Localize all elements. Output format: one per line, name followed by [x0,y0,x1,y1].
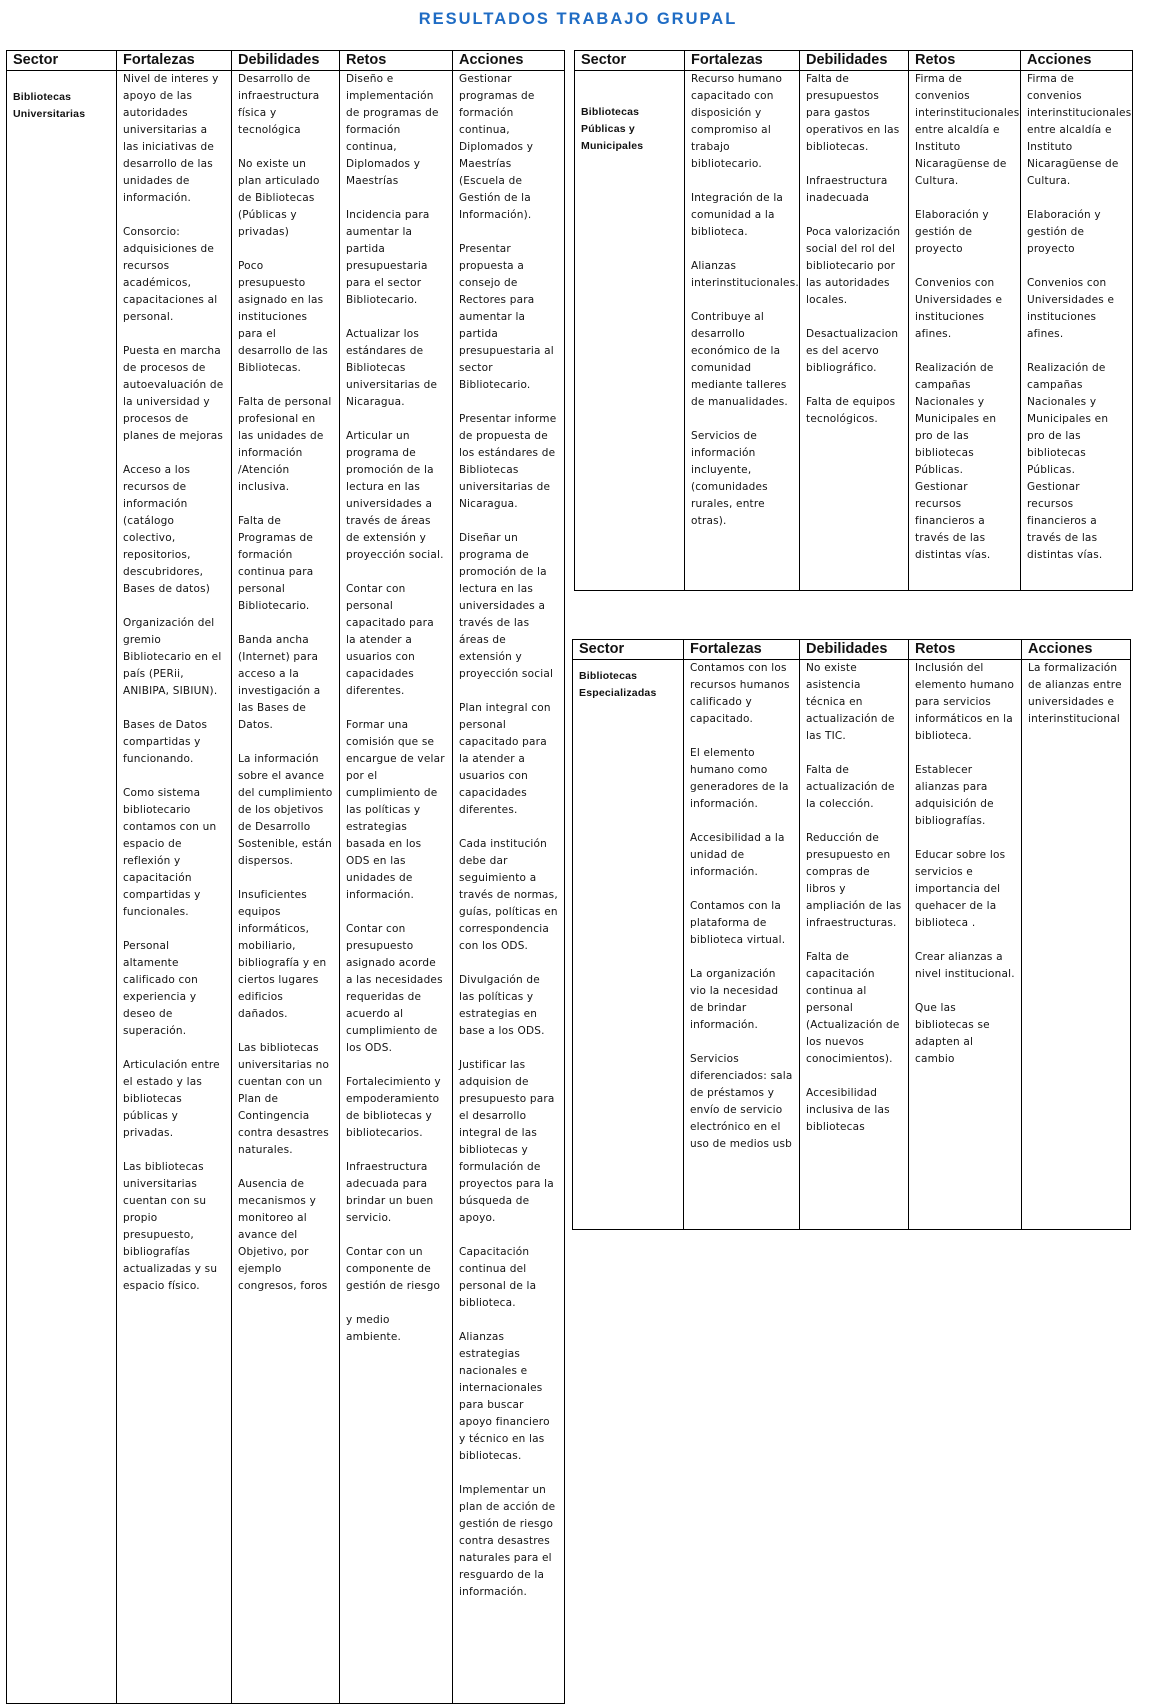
cell-item: Fortalecimiento y empoderamiento de bibliotecas y bibliotecarios. [346,1076,441,1139]
cell-item: Gestionar programas de formación continua, Diplomados y Maestrías (Escuela de Gestión de la Información). [459,73,535,221]
cell-item: Poco presupuesto asignado en las instituciones para el desarrollo de las Bibliotecas. [238,260,328,374]
sector-cell: Bibliotecas Públicas y Municipales [575,71,685,591]
debilidades-cell [232,71,340,1704]
page-title: RESULTADOS TRABAJO GRUPAL [418,10,738,28]
cell-item: Justificar las adquision de presupuesto para el desarrollo integral de las bibliotecas y formulación de proyectos para la búsqueda de apoyo. [459,1059,555,1224]
cell-item: Contamos con los recursos humanos calificado y capacitado. [690,662,790,725]
debilidades-cell [800,660,909,1230]
cell-item: Contribuye al desarrollo económico de la comunidad mediante talleres de manualidades. [691,311,788,408]
cell-item: Presentar informe de propuesta de los estándares de Bibliotecas universitarias de Nicaragua. [459,413,557,510]
cell-item: Contar con un componente de gestión de riesgo [346,1246,441,1292]
header-retos: Retos [909,640,1022,660]
cell-item: Elaboración y gestión de proyecto [1027,209,1101,255]
cell-item: La formalización de alianzas entre universidades e interinstitucional [1028,662,1122,725]
cell-item: Establecer alianzas para adquisición de bibliografías. [915,764,994,827]
header-sector: Sector [573,640,684,660]
cell-item: La organización vio la necesidad de brindar información. [690,968,779,1031]
header-acciones: Acciones [1021,51,1133,71]
debilidades-cell [800,71,909,591]
cell-item: Diseñar un programa de promoción de la lectura en las universidades a través de las áreas de extensión y proyección social [459,532,554,680]
cell-item: Firma de convenios interinstitucionales entre alcaldía e Instituto Nicaragüense de Cultura. [1027,73,1132,187]
cell-item: No existe asistencia técnica en actualización de las TIC. [806,662,895,742]
cell-item: Servicios diferenciados: sala de préstamos y envío de servicio electrónico en el uso de medios usb [690,1053,793,1150]
cell-item: Accesibilidad inclusiva de las bibliotecas [806,1087,890,1133]
cell-item: Recurso humano capacitado con disposición y compromiso al trabajo bibliotecario. [691,73,783,170]
cell-item: Integración de la comunidad a la biblioteca. [691,192,784,238]
header-fortalezas: Fortalezas [684,640,800,660]
cell-item: Incidencia para aumentar la partida presupuestaria para el sector Bibliotecario. [346,209,430,306]
cell-item: Falta de presupuestos para gastos operativos en las bibliotecas. [806,73,900,153]
cell-item: Infraestructura inadecuada [806,175,888,204]
fortalezas-cell [685,71,800,591]
cell-item: Presentar propuesta a consejo de Rectores para aumentar la partida presupuestaria al sector Bibliotecario. [459,243,554,391]
cell-item: Contar con personal capacitado para la atender a usuarios con capacidades diferentes. [346,583,434,697]
table-row [575,71,1133,591]
retos-cell [909,71,1021,591]
acciones-cell [1022,660,1131,1230]
cell-item: Convenios con Universidades e instituciones afines. [915,277,1003,340]
header-row [7,51,565,71]
cell-item: y medio ambiente. [346,1314,402,1343]
cell-item: Articular un programa de promoción de la lectura en las universidades a través de áreas de extensión y proyección social. [346,430,444,561]
cell-item: Cada institución debe dar seguimiento a través de normas, guías, políticas en correspondencia con los ODS. [459,838,558,952]
cell-item: Bases de Datos compartidas y funcionando. [123,719,208,765]
cell-item: No existe un plan articulado de Bibliotecas (Públicas y privadas) [238,158,320,238]
cell-item: Puesta en marcha de procesos de autoevaluación de la universidad y procesos de planes de mejoras [123,345,224,442]
cell-item: Organización del gremio Bibliotecario en el país (PERii, ANIBIPA, SIBIUN). [123,617,222,697]
cell-item: Formar una comisión que se encargue de velar por el cumplimiento de las políticas y estrategias basada en los ODS en las unidades de información. [346,719,445,901]
cell-item: Capacitación continua del personal de la biblioteca. [459,1246,537,1309]
cell-item: Crear alianzas a nivel institucional. [915,951,1015,980]
header-sector: Sector [7,51,117,71]
table-row [573,660,1131,1230]
header-retos: Retos [909,51,1021,71]
cell-item: Educar sobre los servicios e importancia del quehacer de la biblioteca . [915,849,1006,929]
header-row [575,51,1133,71]
retos-cell [909,660,1022,1230]
cell-item: Reducción de presupuesto en compras de libros y ampliación de las infraestructuras. [806,832,902,929]
header-fortalezas: Fortalezas [117,51,232,71]
fortalezas-cell [117,71,232,1704]
fortalezas-cell [684,660,800,1230]
cell-item: Falta de actualización de la colección. [806,764,895,810]
cell-item: La información sobre el avance del cumplimiento de los objetivos de Desarrollo Sostenible, están dispersos. [238,753,333,867]
cell-item: Como sistema bibliotecario contamos con un espacio de reflexión y capacitación compartidas y funcionales. [123,787,217,918]
cell-item: Implementar un plan de acción de gestión de riesgo contra desastres naturales para el resguardo de la información. [459,1484,556,1598]
acciones-cell [1021,71,1133,591]
cell-item: Falta de personal profesional en las unidades de información /Atención inclusiva. [238,396,332,493]
cell-item: El elemento humano como generadores de la información. [690,747,789,810]
cell-item: Insuficientes equipos informáticos, mobiliario, bibliografía y en ciertos lugares edificios dañados. [238,889,327,1020]
cell-item: Realización de campañas Nacionales y Municipales en pro de las bibliotecas Públicas. Gestionar recursos financieros a través de las distintas vías. [1027,362,1109,561]
header-row [573,640,1131,660]
publicas-table [574,50,1133,591]
cell-item: Banda ancha (Internet) para acceso a la investigación a las Bases de Datos. [238,634,321,731]
cell-item: Firma de convenios interinstitucionales entre alcaldía e Instituto Nicaragüense de Cultura. [915,73,1020,187]
cell-item: Nivel de interes y apoyo de las autoridades universitarias a las iniciativas de desarrollo de las unidades de información. [123,73,219,204]
header-fortalezas: Fortalezas [685,51,800,71]
especializadas-table [572,639,1131,1230]
cell-item: Diseño e implementación de programas de formación continua, Diplomados y Maestrías [346,73,439,187]
universitarias-table [6,50,565,1704]
cell-item: Contamos con la plataforma de biblioteca virtual. [690,900,786,946]
sector-cell: Bibliotecas Especializadas [573,660,684,1230]
table-row [7,71,565,1704]
cell-item: Accesibilidad a la unidad de información. [690,832,785,878]
cell-item: Desactualizacion es del acervo bibliográfico. [806,328,899,374]
header-sector: Sector [575,51,685,71]
cell-item: Consorcio: adquisiciones de recursos académicos, capacitaciones al personal. [123,226,218,323]
cell-item: Ausencia de mecanismos y monitoreo al avance del Objetivo, por ejemplo congresos, foros [238,1178,328,1292]
cell-item: Contar con presupuesto asignado acorde a las necesidades requeridas de acuerdo al cumplimiento de los ODS. [346,923,443,1054]
sector-cell: Bibliotecas Universitarias [7,71,117,1704]
cell-item: Servicios de información incluyente, (comunidades rurales, entre otras). [691,430,768,527]
cell-item: Poca valorización social del rol del bibliotecario por las autoridades locales. [806,226,901,306]
header-retos: Retos [340,51,453,71]
cell-item: Falta de Programas de formación continua para personal Bibliotecario. [238,515,314,612]
acciones-cell [453,71,565,1704]
retos-cell [340,71,453,1704]
cell-item: Actualizar los estándares de Bibliotecas universitarias de Nicaragua. [346,328,438,408]
header-acciones: Acciones [1022,640,1131,660]
header-debilidades: Debilidades [232,51,340,71]
cell-item: Personal altamente calificado con experiencia y deseo de superación. [123,940,198,1037]
cell-item: Inclusión del elemento humano para servicios informáticos en la biblioteca. [915,662,1015,742]
cell-item: Falta de equipos tecnológicos. [806,396,896,425]
cell-item: Que las bibliotecas se adapten al cambio [915,1002,990,1065]
cell-item: Acceso a los recursos de información (catálogo colectivo, repositorios, descubridores, Bases de datos) [123,464,211,595]
cell-item: Las bibliotecas universitarias no cuentan con un Plan de Contingencia contra desastres naturales. [238,1042,330,1156]
header-acciones: Acciones [453,51,565,71]
cell-item: Realización de campañas Nacionales y Municipales en pro de las bibliotecas Públicas. Gestionar recursos financieros a través de las distintas vías. [915,362,997,561]
cell-item: Divulgación de las políticas y estrategias en base a los ODS. [459,974,545,1037]
cell-item: Falta de capacitación continua al personal (Actualización de los nuevos conocimientos). [806,951,900,1065]
cell-item: Plan integral con personal capacitado para la atender a usuarios con capacidades diferentes. [459,702,551,816]
cell-item: Las bibliotecas universitarias cuentan con su propio presupuesto, bibliografías actualizadas y su espacio físico. [123,1161,218,1292]
header-debilidades: Debilidades [800,640,909,660]
cell-item: Infraestructura adecuada para brindar un buen servicio. [346,1161,434,1224]
cell-item: Alianzas interinstitucionales. [691,260,799,289]
cell-item: Desarrollo de infraestructura física y tecnológica [238,73,320,136]
cell-item: Convenios con Universidades e instituciones afines. [1027,277,1115,340]
cell-item: Alianzas estrategias nacionales e internacionales para buscar apoyo financiero y técnico en las bibliotecas. [459,1331,550,1462]
header-debilidades: Debilidades [800,51,909,71]
cell-item: Elaboración y gestión de proyecto [915,209,989,255]
cell-item: Articulación entre el estado y las bibliotecas públicas y privadas. [123,1059,220,1139]
